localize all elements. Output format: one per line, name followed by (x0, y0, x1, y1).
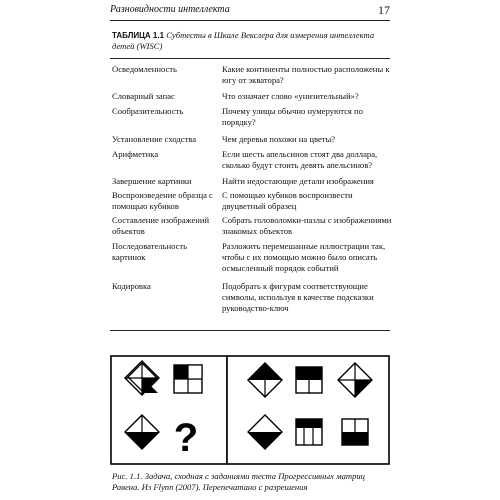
subtest-name: Последовательность картинок (112, 241, 188, 262)
subtest-name: Установление сходства (112, 134, 197, 144)
table-caption-label: ТАБЛИЦА 1.1 (112, 31, 165, 40)
matrix-cell-square-2 (174, 365, 202, 393)
answer-option-5 (296, 419, 322, 445)
missing-cell-question-mark: ? (173, 416, 199, 460)
subtest-name: Сообразительность (112, 106, 184, 116)
table-top-rule (110, 58, 390, 59)
table-caption-text: Субтесты в Шкале Векслера для измерения интеллекта детей (WISC) (112, 30, 375, 51)
table-caption (112, 30, 392, 52)
subtest-example: Что означает слово «унизительный»? (222, 91, 359, 101)
page-number: 17 (378, 3, 390, 17)
subtest-name: Кодировка (112, 281, 151, 291)
subtest-name: Воспроизведение образца с помощью кубиков (112, 190, 213, 211)
subtest-name: Составление изображений объектов (112, 215, 210, 236)
running-header (110, 4, 390, 18)
subtest-example: С помощью кубиков воспроизвести двуцветный образец (222, 190, 353, 211)
subtest-name: Завершение картинки (112, 176, 192, 186)
subtest-example: Чем деревья похожи на цветы? (222, 134, 336, 144)
raven-matrix-illustration (110, 355, 390, 465)
running-title: Разновидности интеллекта (110, 4, 230, 15)
header-rule (110, 20, 390, 21)
subtest-example: Подобрать к фигурам соответствующие символы, используя в качестве подсказки руководство-ключ (222, 281, 374, 313)
figure-caption: Рис. 1.1. Задача, сходная с заданиями теста Прогрессивных матриц Равена. Из Flynn (2007). Перепечатано с разрешения (112, 471, 365, 492)
subtest-example: Если шесть апельсинов стоят два доллара, сколько будут стоить девять апельсинов? (222, 149, 378, 170)
subtest-example: Почему улицы обычно нумеруются по порядку? (222, 106, 363, 127)
subtest-example: Найти недостающие детали изображения (222, 176, 374, 186)
subtest-example: Какие континенты полностью расположены к югу от экватора? (222, 64, 390, 85)
subtest-example: Собрать головоломки-пазлы с изображениями знакомых объектов (222, 215, 392, 236)
matrix-panel (111, 356, 227, 464)
raven-matrix-figure (110, 355, 390, 465)
table-bottom-rule (110, 330, 390, 331)
subtest-name: Осведомленность (112, 64, 177, 74)
subtest-name: Словарный запас (112, 91, 175, 101)
answer-option-2 (296, 367, 322, 393)
answer-option-6 (342, 419, 368, 445)
subtest-example: Разложить перемешанные иллюстрации так, чтобы с их помощью можно было описать осмысленный порядок событий (222, 241, 386, 273)
subtest-name: Арифметика (112, 149, 159, 159)
